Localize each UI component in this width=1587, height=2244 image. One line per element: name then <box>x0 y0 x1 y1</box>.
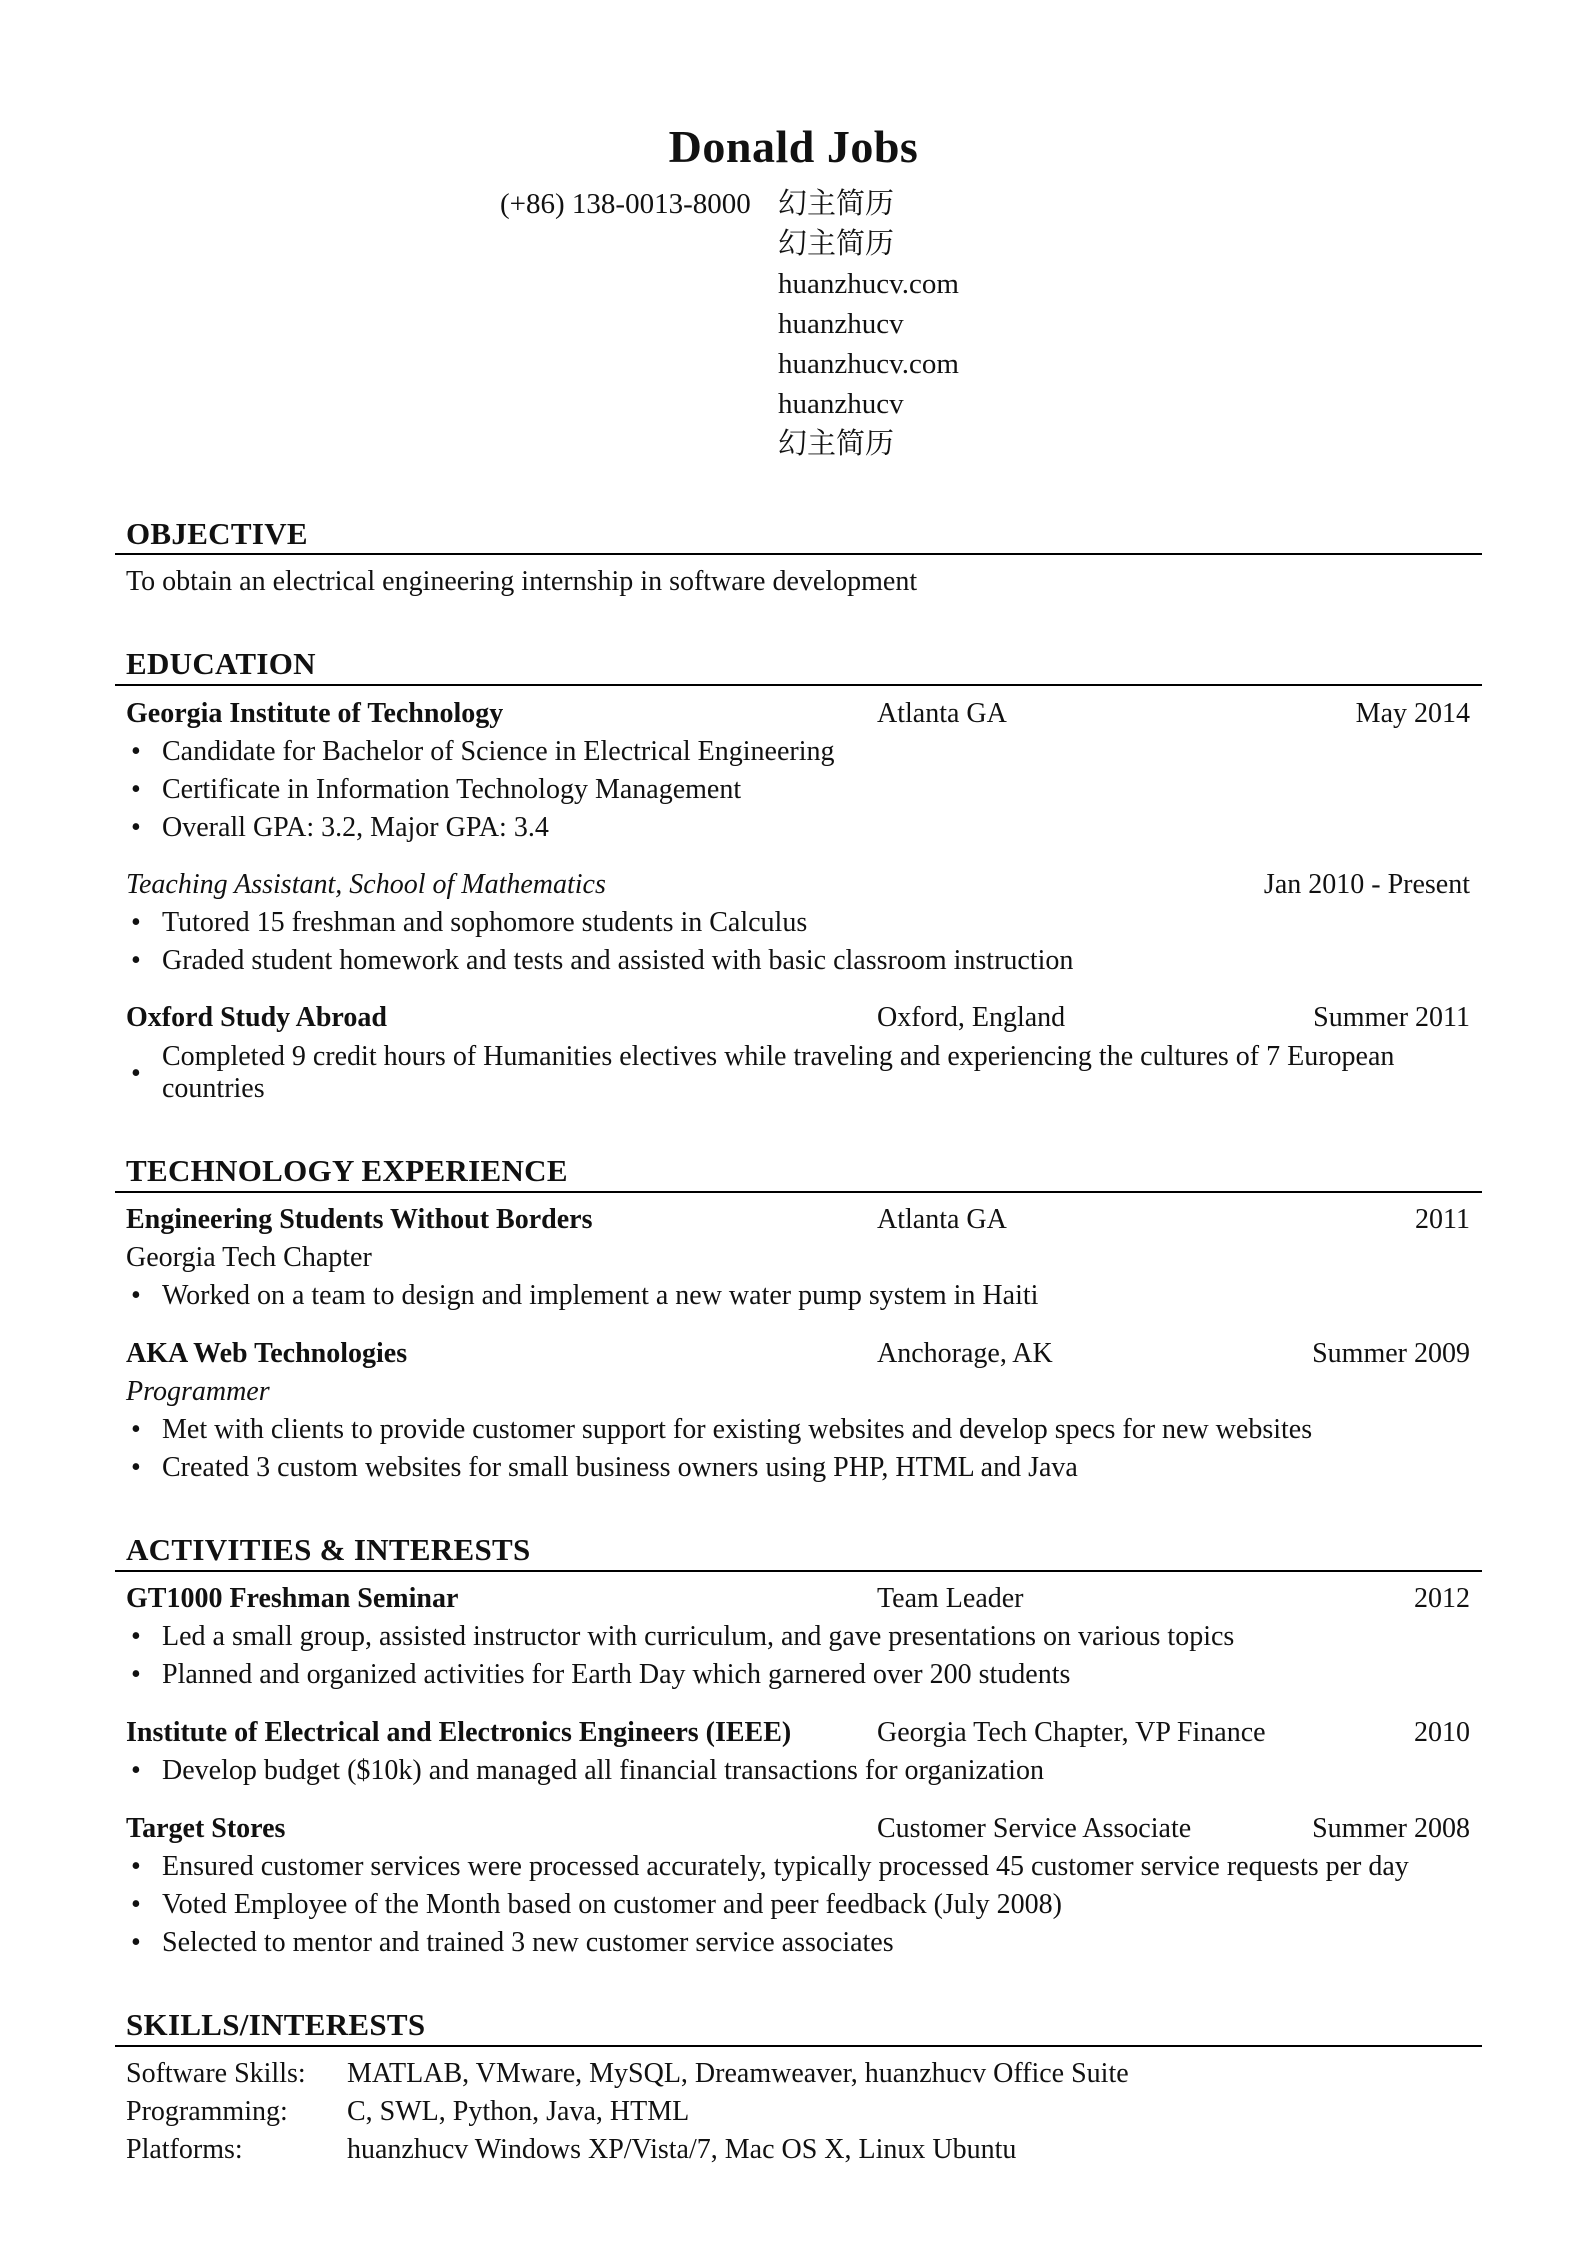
study-abroad-name: Oxford Study Abroad <box>126 1002 387 1033</box>
skill-value: MATLAB, VMware, MySQL, Dreamweaver, huanzhucv Office Suite <box>347 2058 1129 2089</box>
school-name: Georgia Institute of Technology <box>126 698 504 729</box>
contact-line: huanzhucv.com <box>778 348 959 380</box>
bullet-icon: • <box>131 774 141 805</box>
org-subtitle: Programmer <box>126 1376 270 1407</box>
skill-label: Software Skills: <box>126 2058 306 2089</box>
org-name: Engineering Students Without Borders <box>126 1204 593 1235</box>
org-name: AKA Web Technologies <box>126 1338 408 1369</box>
candidate-name: Donald Jobs <box>668 121 919 172</box>
contact-line: 幻主简历 <box>778 228 895 260</box>
list-item: Graded student homework and tests and assisted with basic classroom instruction <box>162 945 1074 976</box>
list-item: Voted Employee of the Month based on customer and peer feedback (July 2008) <box>162 1889 1062 1920</box>
activity-name: Institute of Electrical and Electronics Engineers (IEEE) <box>126 1717 792 1748</box>
bullet-icon: • <box>131 812 141 843</box>
contact-line: huanzhucv <box>778 308 904 340</box>
activity-role: Team Leader <box>877 1583 1024 1614</box>
activity-date: 2012 <box>1414 1583 1470 1614</box>
section-divider <box>115 1191 1482 1193</box>
section-divider <box>115 553 1482 555</box>
ta-role: Teaching Assistant, School of Mathematics <box>126 869 606 900</box>
objective-text: To obtain an electrical engineering internship in software development <box>126 566 918 597</box>
org-subtitle: Georgia Tech Chapter <box>126 1242 372 1273</box>
list-item: Selected to mentor and trained 3 new customer service associates <box>162 1927 894 1958</box>
list-item: Develop budget ($10k) and managed all financial transactions for organization <box>162 1755 1044 1786</box>
section-divider <box>115 684 1482 686</box>
list-item: Created 3 custom websites for small business owners using PHP, HTML and Java <box>162 1452 1078 1483</box>
activity-name: Target Stores <box>126 1813 286 1844</box>
bullet-icon: • <box>131 1659 141 1690</box>
bullet-icon: • <box>131 1851 141 1882</box>
section-title-skills: SKILLS/INTERESTS <box>126 2007 426 2042</box>
contact-line: 幻主简历 <box>778 428 895 460</box>
section-title-objective: OBJECTIVE <box>126 516 308 551</box>
bullet-icon: • <box>131 945 141 976</box>
list-item: Met with clients to provide customer support for existing websites and develop specs for new websites <box>162 1414 1313 1445</box>
activity-date: Summer 2008 <box>1312 1813 1470 1844</box>
bullet-icon: • <box>131 736 141 767</box>
study-abroad-location: Oxford, England <box>877 1002 1066 1033</box>
bullet-icon: • <box>131 1621 141 1652</box>
activity-date: 2010 <box>1414 1717 1470 1748</box>
bullet-icon: • <box>131 1280 141 1311</box>
contact-line: huanzhucv.com <box>778 268 959 300</box>
bullet-icon: • <box>131 1889 141 1920</box>
org-location: Atlanta GA <box>877 1204 1007 1235</box>
study-abroad-date: Summer 2011 <box>1313 1002 1470 1033</box>
section-divider <box>115 2045 1482 2047</box>
org-location: Anchorage, AK <box>877 1338 1053 1369</box>
section-title-technology: TECHNOLOGY EXPERIENCE <box>126 1153 568 1188</box>
contact-line: 幻主简历 <box>778 188 895 220</box>
org-date: Summer 2009 <box>1312 1338 1470 1369</box>
skill-value: C, SWL, Python, Java, HTML <box>347 2096 690 2127</box>
list-item: Tutored 15 freshman and sophomore students in Calculus <box>162 907 808 938</box>
bullet-icon: • <box>131 1414 141 1445</box>
activity-role: Georgia Tech Chapter, VP Finance <box>877 1717 1266 1748</box>
list-item: Planned and organized activities for Earth Day which garnered over 200 students <box>162 1659 1071 1690</box>
bullet-icon: • <box>131 1452 141 1483</box>
contact-list <box>778 184 959 464</box>
section-title-activities: ACTIVITIES & INTERESTS <box>126 1532 531 1567</box>
list-item: Overall GPA: 3.2, Major GPA: 3.4 <box>162 812 549 843</box>
school-location: Atlanta GA <box>877 698 1007 729</box>
ta-date: Jan 2010 - Present <box>1263 869 1470 900</box>
bullet-icon: • <box>131 1927 141 1958</box>
phone-number: (+86) 138-0013-8000 <box>500 188 751 220</box>
list-item: Completed 9 credit hours of Humanities electives while traveling and experiencing the cultures of 7 European countries <box>162 1041 1395 1104</box>
section-divider <box>115 1570 1482 1572</box>
activity-role: Customer Service Associate <box>877 1813 1192 1844</box>
contact-line: huanzhucv <box>778 388 904 420</box>
bullet-icon: • <box>131 1755 141 1786</box>
bullet-icon: • <box>131 1058 141 1089</box>
list-item: Certificate in Information Technology Management <box>162 774 742 805</box>
list-item: Candidate for Bachelor of Science in Electrical Engineering <box>162 736 835 767</box>
bullet-icon: • <box>131 907 141 938</box>
list-item: Ensured customer services were processed accurately, typically processed 45 customer service requests per day <box>162 1851 1409 1882</box>
skill-label: Platforms: <box>126 2134 243 2165</box>
skill-label: Programming: <box>126 2096 288 2127</box>
list-item: Worked on a team to design and implement a new water pump system in Haiti <box>162 1280 1039 1311</box>
school-date: May 2014 <box>1355 698 1470 729</box>
org-date: 2011 <box>1415 1204 1470 1235</box>
activity-name: GT1000 Freshman Seminar <box>126 1583 459 1614</box>
list-item: Led a small group, assisted instructor with curriculum, and gave presentations on various topics <box>162 1621 1235 1652</box>
skill-value: huanzhucv Windows XP/Vista/7, Mac OS X, Linux Ubuntu <box>347 2134 1017 2165</box>
section-title-education: EDUCATION <box>126 646 316 681</box>
